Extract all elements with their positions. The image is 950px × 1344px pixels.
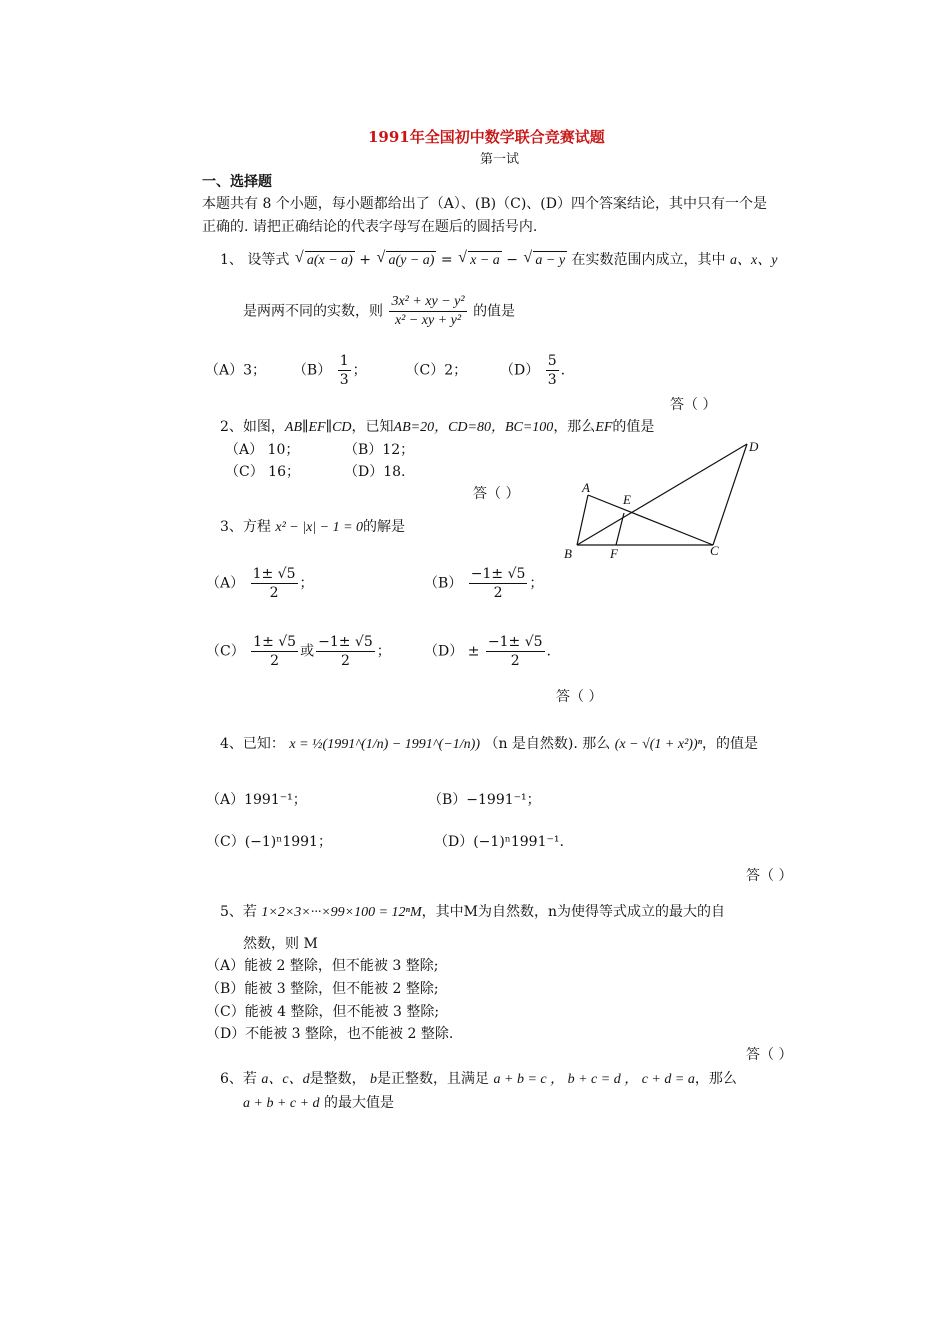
q1-option-a: （A）3； bbox=[205, 362, 267, 379]
q5-option-d: （D）不能被 3 整除，也不能被 2 整除. bbox=[206, 1026, 454, 1042]
q1-option-d-frac: $\frac{5}{3}$ bbox=[547, 353, 557, 388]
label-c: C bbox=[710, 543, 719, 558]
q6-line-2: a + b + c + d 的最大值是 bbox=[243, 1095, 395, 1111]
q2-answer: 答（ ） bbox=[473, 486, 520, 502]
q2-cond: AB∥EF∥CD bbox=[284, 420, 352, 435]
page-title: 1991年全国初中数学联合竞赛试题 bbox=[368, 128, 605, 146]
label-e: E bbox=[623, 492, 631, 507]
q3-equation: x² − |x| − 1 = 0 bbox=[275, 520, 364, 535]
q5-option-c: （C）能被 4 整除，但不能被 3 整除; bbox=[206, 1004, 440, 1020]
q3-answer: 答（ ） bbox=[556, 689, 603, 705]
q1-option-d: （D） bbox=[500, 362, 540, 379]
q2-option-a: （A） 10； bbox=[225, 442, 300, 458]
q3-option-c: （C） $\frac{1\pm √5}{2}$ 或 $\frac{-1\pm √5}{2}$ ； bbox=[206, 634, 391, 669]
q6-line-1: 6、若 a、c、d是整数， b是正整数，且满足 a + b = c ， b + c = d ， c + d = a，那么 bbox=[220, 1071, 737, 1087]
label-f: F bbox=[610, 546, 618, 561]
q4-option-d: （D）(−1)ⁿ1991⁻¹. bbox=[434, 834, 564, 850]
q4-option-b: （B）−1991⁻¹； bbox=[428, 792, 541, 808]
q1-line2-pre: 是两两不同的实数，则 bbox=[243, 303, 383, 320]
q4-option-a: （A）1991⁻¹； bbox=[206, 792, 307, 808]
q5-option-a: （A）能被 2 整除，但不能被 3 整除; bbox=[206, 958, 439, 974]
q4-option-c: （C）(−1)ⁿ1991； bbox=[206, 834, 332, 850]
q2-given: AB=20，CD=80，BC=100 bbox=[393, 420, 554, 435]
q5-answer: 答（ ） bbox=[746, 1047, 793, 1063]
q1-options: （A）3； （B） $\frac{1}{3}$ ； （C）2； （D） $\frac{5}{3}$ . bbox=[205, 353, 566, 388]
q2-option-b: （B）12； bbox=[344, 442, 415, 458]
section-heading: 一、选择题 bbox=[202, 174, 272, 190]
label-d: D bbox=[749, 440, 759, 454]
q5-line-2: 然数，则 M bbox=[243, 936, 318, 952]
q1-answer: 答（ ） bbox=[670, 397, 717, 413]
q3-option-a: （A） $\frac{1\pm √5}{2}$ ； bbox=[206, 566, 314, 601]
q1-option-b-frac: $\frac{1}{3}$ bbox=[339, 353, 349, 388]
q5-option-b: （B）能被 3 整除，但不能被 2 整除; bbox=[206, 981, 439, 997]
label-b: B bbox=[564, 546, 572, 561]
q1-vars: a、x、y bbox=[730, 253, 778, 268]
q2-line-1: 2、如图，AB∥EF∥CD，已知AB=20，CD=80，BC=100，那么EF的值是 bbox=[220, 419, 655, 435]
q5-line-1: 5、若 1×2×3×···×99×100 = 12ⁿM，其中M为自然数，n为使得等式成立的最大的自 bbox=[220, 904, 725, 920]
q2-option-d: （D）18. bbox=[344, 464, 406, 480]
q1-radical-2: √ a(y − a) bbox=[376, 251, 436, 270]
label-a: A bbox=[582, 480, 590, 495]
trapezoid-figure bbox=[560, 440, 770, 565]
q4-answer: 答（ ） bbox=[746, 868, 793, 884]
q1-pre: 设等式 bbox=[247, 252, 290, 268]
q4-line-1: 4、已知： x = ½(1991^(1/n) − 1991^(−1/n)) （n 是自然数). 那么 (x − √(1 + x²))ⁿ，的值是 bbox=[220, 736, 759, 752]
q1-post: 在实数范围内成立，其中 bbox=[571, 252, 726, 268]
q3-option-d: （D） ± $\frac{-1\pm √5}{2}$ . bbox=[424, 634, 551, 669]
q2-option-c: （C） 16； bbox=[225, 464, 300, 480]
q4-expression: x = ½(1991^(1/n) − 1991^(−1/n)) bbox=[289, 737, 480, 752]
q1-number: 1、 bbox=[220, 252, 243, 268]
q1-option-c: （C）2； bbox=[405, 362, 468, 379]
q3-option-b: （B） $\frac{-1\pm √5}{2}$ ； bbox=[424, 566, 544, 601]
q1-line-2 bbox=[243, 293, 515, 330]
q1-option-b: （B） bbox=[292, 362, 332, 379]
q1-line2-post: 的值是 bbox=[473, 303, 516, 320]
q5-equation: 1×2×3×···×99×100 = 12ⁿM bbox=[261, 905, 422, 920]
q1-fraction: $\frac{\text{3x² + xy − y²}}{\text{x² − xy + y²}}$ bbox=[391, 294, 465, 328]
q1-radical-3: √ x − a bbox=[458, 251, 502, 270]
q1-line-1: 1、 设等式 √ a(x − a) + √ a(y − a) = √ x − a − √ a − y 在实数范围内成立，其中 a、x、y bbox=[220, 251, 777, 270]
q1-radical-1: √ a(x − a) bbox=[295, 251, 355, 270]
q1-radical-4: √ a − y bbox=[523, 251, 567, 270]
intro-line-2: 正确的. 请把正确结论的代表字母写在题后的圆括号内. bbox=[202, 219, 538, 235]
q6-conditions: a + b = c ， b + c = d ， c + d = a bbox=[493, 1072, 695, 1087]
page-subtitle: 第一试 bbox=[480, 152, 520, 167]
intro-line-1: 本题共有 8 个小题，每小题都给出了（A）、(B)（C)、(D）四个答案结论，其中只有一个是 bbox=[202, 196, 767, 212]
q3-line-1: 3、方程 x² − |x| − 1 = 0的解是 bbox=[220, 519, 406, 535]
q4-expression-2: (x − √(1 + x²))ⁿ bbox=[614, 737, 703, 752]
